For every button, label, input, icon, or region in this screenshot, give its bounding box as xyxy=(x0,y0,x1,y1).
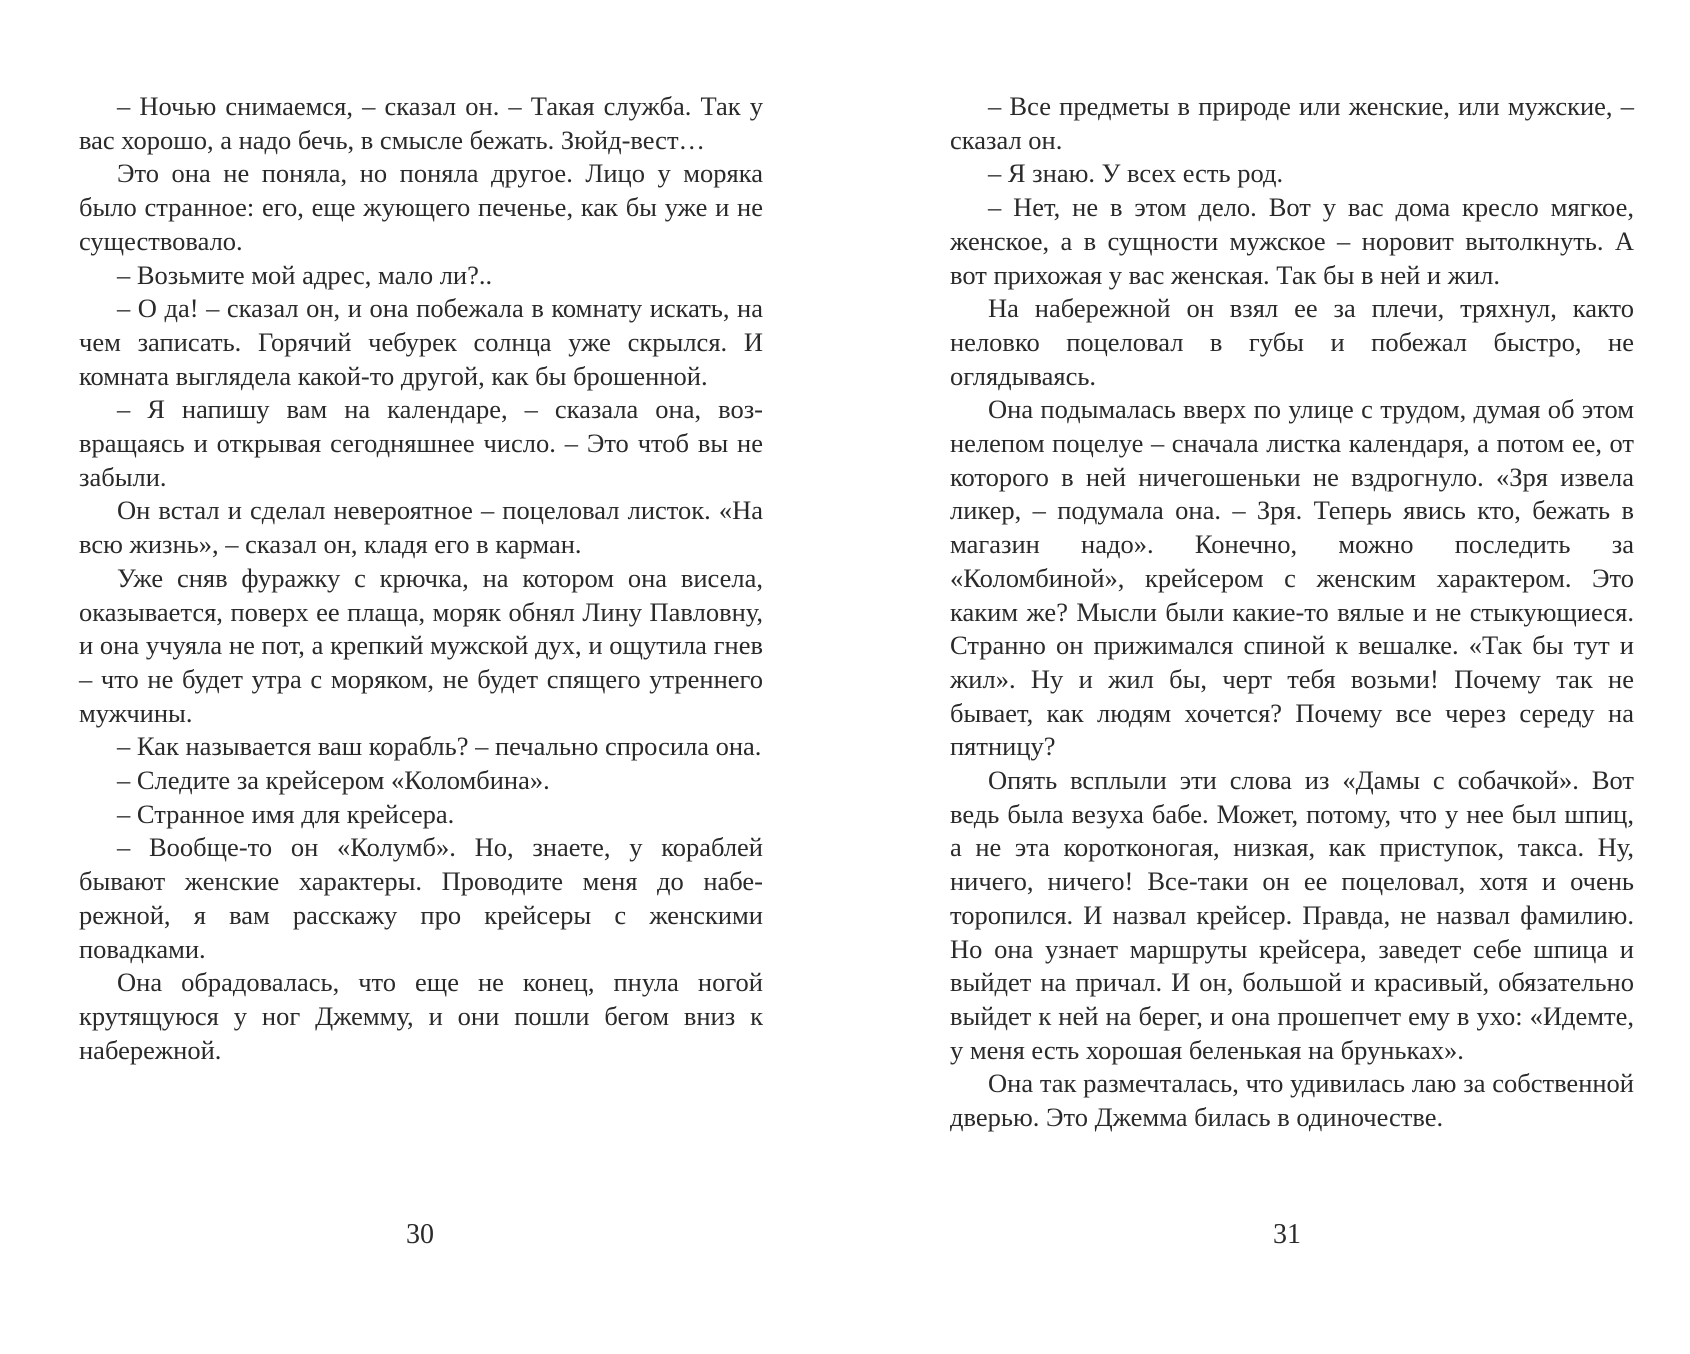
paragraph: – Следите за крейсером «Коломбина». xyxy=(117,765,550,796)
paragraph: – Вообще-то он «Колумб». Но, знаете, у кораблей бывают женские характеры. Проводите меня до набережной, я вам расскажу про крейсеры с женскими повадками. xyxy=(79,832,763,964)
paragraph: Опять всплыли эти слова из «Дамы с собачкой». Вот ведь была везуха бабе. Может, потому, что у нее был шпиц, а не эта коротконогая, низкая, как приступок, такса. Ну, ничего, ничего! Все-таки он ее поцеловал, хотя и очень торопился. И назвал крейсер. Правда, не назвал фамилию. Но она узнает маршруты крейсера, заведет себе шпица и выйдет на причал. И он, большой и красивый, обязательно выйдет к ней на берег, и она прошепчет ему в ухо: «Идемте, у меня есть хорошая беленькая на бруньках». xyxy=(950,765,1634,1065)
page-number-left: 30 xyxy=(406,1219,434,1250)
paragraph: – О да! – сказал он, и она побежала в комнату искать, на чем записать. Горячий чебурек солнца уже скрылся. И комната выглядела какой-то другой, как бы брошенной. xyxy=(79,293,763,391)
paragraph: – Возьмите мой адрес, мало ли?.. xyxy=(117,259,493,290)
paragraph: – Все предметы в природе или женские, или мужские, – сказал он. xyxy=(950,91,1634,155)
paragraph: Она обрадовалась, что еще не конец, пнула ногой крутящуюся у ног Джемму, и они пошли бегом вниз к набережной. xyxy=(79,967,763,1065)
paragraph: Он встал и сделал невероятное – поцеловал листок. «На всю жизнь», – сказал он, кладя его в карман. xyxy=(79,495,763,560)
left-page-text xyxy=(79,90,763,1067)
paragraph: – Странное имя для крейсера. xyxy=(117,798,455,829)
page-number-right: 31 xyxy=(1273,1219,1301,1250)
paragraph: – Я напишу вам на календаре, – сказала она, возвращаясь и открывая сегодняшнее число. – Это чтоб вы не забыли. xyxy=(79,394,763,492)
paragraph: Уже сняв фуражку с крючка, на котором она висела, оказывается, поверх ее плаща, моряк обнял Лину Павловну, и она учуяла не пот, а крепкий мужской дух, и ощутила гнев – что не будет утра с моряком, не будет спящего утреннего мужчины. xyxy=(79,562,763,728)
paragraph: Она так размечталась, что удивилась лаю за собственной дверью. Это Джемма билась в одиночестве. xyxy=(950,1068,1634,1133)
paragraph: Она подымалась вверх по улице с трудом, думая об этом нелепом поцелуе – сначала листка календаря, а потом ее, от которого в ней ничегошеньки не вздрогнуло. «Зря извела ликер, – подумала она. – Зря. Теперь явись кто, бежать в магазин надо». Конечно, можно последить за «Коломбиной», крейсером с женским характером. Это каким же? Мысли были какие-то вялые и не стыкующиеся. Странно он прижимался спиной к вешалке. «Так бы тут и жил». Ну и жил бы, черт тебя возьми! Почему так не бывает, как людям хочется? Почему все через середу на пятницу? xyxy=(950,394,1634,762)
right-page-text xyxy=(950,90,1634,1135)
paragraph: – Как называется ваш корабль? – печально спросила она. xyxy=(117,731,762,762)
paragraph: – Ночью снимаемся, – сказал он. – Такая служба. Так у вас хорошо, а надо бечь, в смысле бежать. Зюйд-вест… xyxy=(79,91,763,155)
right-page xyxy=(950,90,1634,1135)
left-page xyxy=(79,90,763,1067)
paragraph: Это она не поняла, но поняла другое. Лицо у моряка было странное: его, еще жующего печенье, как бы уже и не существовало. xyxy=(79,158,763,256)
paragraph: На набережной он взял ее за плечи, тряхнул, както неловко поцеловал в губы и побежал быстро, не оглядываясь. xyxy=(950,293,1634,391)
paragraph: – Я знаю. У всех есть род. xyxy=(988,158,1284,189)
paragraph: – Нет, не в этом дело. Вот у вас дома кресло мягкое, женское, а в сущности мужское – норовит вытолкнуть. А вот прихожая у вас женская. Так бы в ней и жил. xyxy=(950,192,1634,290)
